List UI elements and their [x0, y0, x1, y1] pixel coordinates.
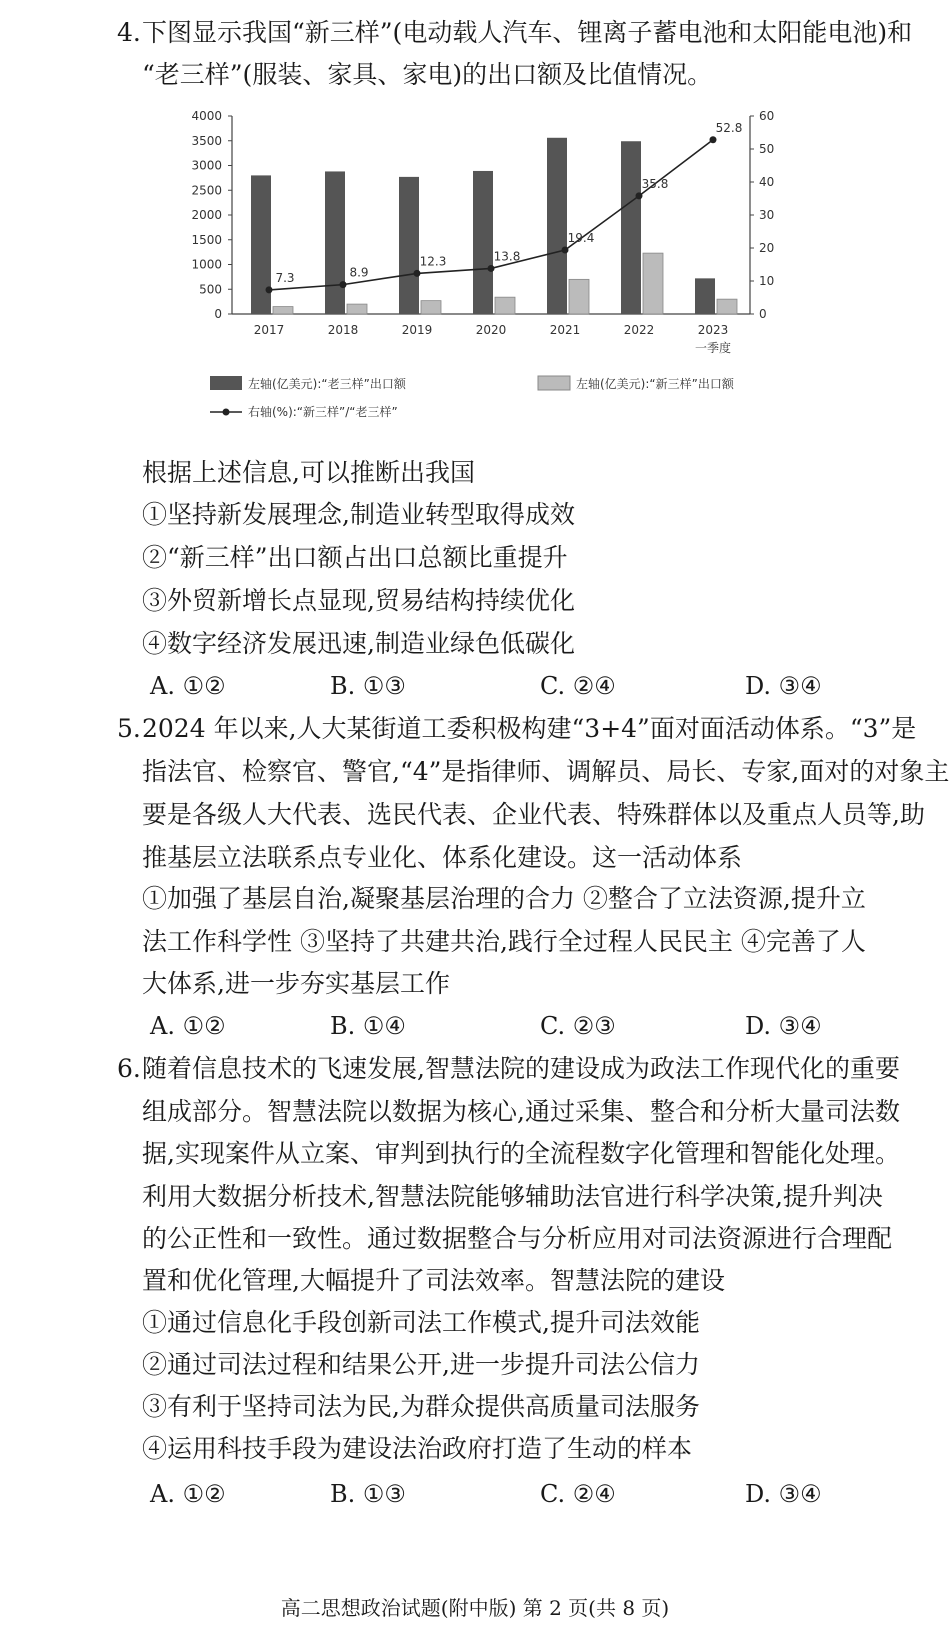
choice-a[interactable]: A. ①②	[150, 1480, 226, 1508]
question-stem-line: 据,实现案件从立案、审判到执行的全流程数字化管理和智能化处理。	[142, 1139, 900, 1168]
question-stem-line: “老三样”(服装、家具、家电)的出口额及比值情况。	[142, 60, 713, 89]
left-tick-label: 1500	[191, 232, 222, 247]
legend-label-ratio: 右轴(%):“新三样”/“老三样”	[248, 405, 398, 419]
x-tick-label: 2022	[623, 323, 655, 337]
legend-swatch-ratio-point	[223, 409, 230, 416]
ratio-data-label: 19.4	[567, 230, 595, 245]
question-lead: 根据上述信息,可以推断出我国	[142, 458, 475, 487]
bar-new-three	[495, 297, 515, 314]
page-footer: 高二思想政治试题(附中版) 第 2 页(共 8 页)	[280, 1596, 670, 1620]
option-line: 大体系,进一步夯实基层工作	[142, 969, 450, 998]
question-number: 4.	[117, 18, 141, 47]
bar-old-three	[695, 278, 715, 314]
choice-d[interactable]: D. ③④	[745, 1480, 822, 1508]
left-tick-label: 500	[199, 282, 222, 297]
left-tick-label: 4000	[191, 109, 222, 123]
left-tick-label: 2000	[191, 208, 222, 222]
question-number: 6.	[117, 1054, 141, 1083]
bar-old-three	[399, 177, 419, 314]
choice-a[interactable]: A. ①②	[150, 1012, 226, 1040]
answer-choices	[150, 671, 850, 701]
ratio-point	[562, 246, 569, 253]
bar-old-three	[473, 171, 493, 314]
ratio-point	[710, 136, 717, 143]
x-tick-label: 2017	[253, 323, 285, 337]
choice-a[interactable]: A. ①②	[150, 672, 226, 700]
ratio-data-label: 7.3	[275, 270, 295, 285]
bar-new-three	[421, 301, 441, 314]
ratio-data-label: 52.8	[715, 120, 743, 135]
question-stem-line: 下图显示我国“新三样”(电动载人汽车、锂离子蓄电池和太阳能电池)和	[142, 18, 913, 47]
right-tick-label: 60	[759, 109, 775, 123]
ratio-data-label: 8.9	[349, 265, 369, 280]
question-stem-line: 要是各级人大代表、选民代表、企业代表、特殊群体以及重点人员等,助	[142, 800, 925, 829]
right-tick-label: 10	[759, 274, 775, 288]
ratio-point	[414, 270, 421, 277]
legend-label-old-three: 左轴(亿美元):“老三样”出口额	[248, 377, 406, 391]
choice-b[interactable]: B. ①③	[330, 672, 406, 700]
option-2: ②“新三样”出口额占出口总额比重提升	[142, 543, 568, 572]
legend-swatch-old-three	[210, 376, 242, 390]
x-tick-label: 2020	[475, 323, 507, 337]
choice-c[interactable]: C. ②③	[540, 1012, 616, 1040]
ratio-point	[488, 265, 495, 272]
choice-b[interactable]: B. ①④	[330, 1012, 406, 1040]
bar-new-three	[717, 299, 737, 314]
x-tick-label: 2019	[401, 323, 433, 337]
ratio-point	[636, 192, 643, 199]
question-stem-line: 指法官、检察官、警官,“4”是指律师、调解员、局长、专家,面对的对象主	[142, 757, 950, 786]
left-tick-label: 3000	[191, 158, 222, 173]
question-stem-line: 置和优化管理,大幅提升了司法效率。智慧法院的建设	[142, 1266, 725, 1295]
x-tick-label: 2018	[327, 323, 359, 337]
question-number: 5.	[117, 714, 141, 743]
bar-old-three	[325, 171, 345, 314]
bar-new-three	[569, 279, 589, 314]
bar-new-three	[273, 307, 293, 314]
question-stem-line: 2024 年以来,人大某街道工委积极构建“3+4”面对面活动体系。“3”是	[142, 714, 917, 743]
question-stem-line: 的公正性和一致性。通过数据整合与分析应用对司法资源进行合理配	[142, 1224, 893, 1253]
left-tick-label: 1000	[191, 257, 222, 272]
left-tick-label: 2500	[191, 183, 222, 198]
option-1: ①通过信息化手段创新司法工作模式,提升司法效能	[142, 1308, 700, 1337]
choice-c[interactable]: C. ②④	[540, 672, 616, 700]
x-tick-label: 2021	[549, 323, 581, 337]
answer-choices	[150, 1479, 850, 1509]
ratio-data-label: 12.3	[419, 254, 447, 269]
bar-old-three	[621, 141, 641, 314]
bar-old-three	[547, 138, 567, 314]
bar-new-three	[347, 304, 367, 314]
answer-choices	[150, 1011, 850, 1041]
choice-b[interactable]: B. ①③	[330, 1480, 406, 1508]
choice-d[interactable]: D. ③④	[745, 1012, 822, 1040]
option-4: ④数字经济发展迅速,制造业绿色低碳化	[142, 629, 575, 658]
export-chart	[170, 108, 890, 443]
option-4: ④运用科技手段为建设法治政府打造了生动的样本	[142, 1434, 693, 1463]
question-stem-line: 随着信息技术的飞速发展,智慧法院的建设成为政法工作现代化的重要	[142, 1054, 900, 1083]
legend-label-new-three: 左轴(亿美元):“新三样”出口额	[576, 377, 734, 391]
right-tick-label: 30	[759, 208, 775, 222]
left-tick-label: 3500	[191, 133, 222, 148]
right-tick-label: 20	[759, 241, 775, 255]
left-tick-label: 0	[214, 307, 222, 321]
choice-d[interactable]: D. ③④	[745, 672, 822, 700]
question-stem-line: 组成部分。智慧法院以数据为核心,通过采集、整合和分析大量司法数	[142, 1097, 900, 1126]
choice-c[interactable]: C. ②④	[540, 1480, 616, 1508]
right-tick-label: 40	[759, 175, 775, 189]
option-3: ③外贸新增长点显现,贸易结构持续优化	[142, 586, 575, 615]
question-stem-line: 利用大数据分析技术,智慧法院能够辅助法官进行科学决策,提升判决	[142, 1182, 883, 1211]
x-tick-note: 一季度	[694, 341, 732, 355]
bar-new-three	[643, 253, 663, 314]
option-line: 法工作科学性 ③坚持了共建共治,践行全过程人民民主 ④完善了人	[142, 927, 866, 956]
right-tick-label: 0	[759, 307, 767, 321]
legend-swatch-new-three	[538, 376, 570, 390]
question-stem-line: 推基层立法联系点专业化、体系化建设。这一活动体系	[142, 843, 743, 872]
right-tick-label: 50	[759, 142, 775, 156]
ratio-data-label: 35.8	[641, 176, 669, 191]
option-line: ①加强了基层自治,凝聚基层治理的合力 ②整合了立法资源,提升立	[142, 884, 866, 913]
option-2: ②通过司法过程和结果公开,进一步提升司法公信力	[142, 1350, 700, 1379]
ratio-point	[266, 286, 273, 293]
ratio-data-label: 13.8	[493, 249, 521, 264]
ratio-point	[340, 281, 347, 288]
option-1: ①坚持新发展理念,制造业转型取得成效	[142, 500, 575, 529]
x-tick-label: 2023	[697, 323, 729, 337]
option-3: ③有利于坚持司法为民,为群众提供高质量司法服务	[142, 1392, 700, 1421]
